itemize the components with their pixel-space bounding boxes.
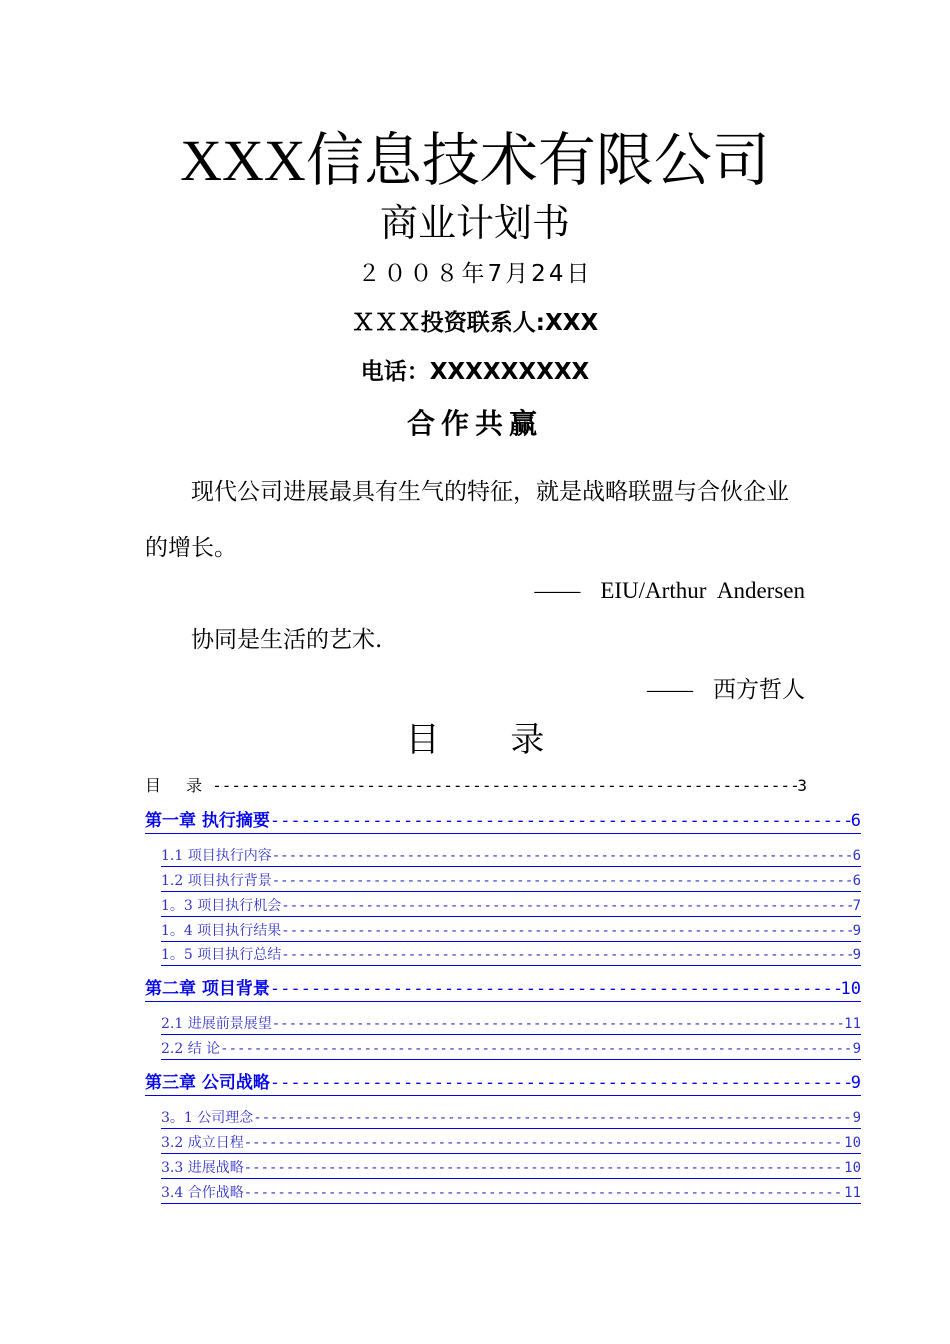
toc-section-label: 1.1 项目执行内容 bbox=[161, 848, 272, 864]
toc-section-1-3[interactable] bbox=[161, 896, 861, 917]
toc-chapter-2[interactable] bbox=[145, 977, 861, 1002]
toc-leader bbox=[253, 1108, 852, 1128]
toc-leader bbox=[281, 945, 852, 965]
toc-section-page: 10 bbox=[844, 1135, 861, 1151]
toc-leader bbox=[244, 1158, 844, 1178]
toc-chapter-page: 6 bbox=[850, 811, 861, 831]
quote-text-1: 现代公司进展最具有生气的特征，就是战略联盟与合伙企业的增长。 bbox=[145, 479, 789, 561]
toc-chapter-label: 第一章 执行摘要 bbox=[145, 811, 270, 831]
quote-attribution-2 bbox=[647, 672, 805, 708]
toc-section-page: 6 bbox=[852, 873, 861, 889]
toc-leader bbox=[244, 1133, 844, 1153]
toc-leader bbox=[272, 1014, 844, 1034]
attribution-dash: —— bbox=[647, 677, 693, 702]
toc-section-3-2[interactable] bbox=[161, 1133, 861, 1154]
investment-contact: ＸＸＸ投资联系人:XXX bbox=[351, 310, 599, 336]
toc-section-label: 2.2 结 论 bbox=[161, 1041, 221, 1057]
toc-section-page: 10 bbox=[844, 1160, 861, 1176]
toc-leader bbox=[220, 1039, 852, 1059]
toc-chapter-label: 第二章 项目背景 bbox=[145, 979, 270, 999]
toc-section-label: 1。5 项目执行总结 bbox=[161, 947, 282, 963]
quote-text-2: 协同是生活的艺术. bbox=[191, 627, 383, 653]
toc-entry-page: 3 bbox=[797, 776, 807, 795]
toc-section-1-2[interactable] bbox=[161, 871, 861, 892]
toc-section-page: 7 bbox=[852, 898, 861, 914]
toc-section-label: 3.4 合作战略 bbox=[161, 1185, 244, 1201]
toc-section-3-4[interactable] bbox=[161, 1183, 861, 1204]
company-title: XXX信息技术有限公司 bbox=[180, 128, 770, 193]
toc-section-1-5[interactable] bbox=[161, 945, 861, 966]
motto: 合作共赢 bbox=[406, 407, 543, 440]
toc-section-page: 11 bbox=[844, 1016, 861, 1032]
toc-section-label: 3.2 成立日程 bbox=[161, 1135, 244, 1151]
toc-section-2-2[interactable] bbox=[161, 1039, 861, 1060]
toc-section-page: 11 bbox=[844, 1185, 861, 1201]
toc-section-label: 3.3 进展战略 bbox=[161, 1160, 244, 1176]
toc-heading: 目 录 bbox=[405, 720, 575, 760]
quote-author-1: EIU/Arthur Andersen bbox=[600, 578, 805, 603]
toc-section-page: 9 bbox=[852, 947, 861, 963]
toc-section-3-3[interactable] bbox=[161, 1158, 861, 1179]
toc-leader bbox=[244, 1183, 844, 1203]
toc-section-1-1[interactable] bbox=[161, 846, 861, 867]
quote-attribution-1 bbox=[534, 573, 805, 609]
toc-section-label: 1。3 项目执行机会 bbox=[161, 898, 282, 914]
toc-leader bbox=[212, 775, 797, 797]
toc-leader bbox=[270, 977, 841, 1001]
toc-section-page: 9 bbox=[852, 1041, 861, 1057]
toc-leader bbox=[272, 871, 853, 891]
quote-author-2: 西方哲人 bbox=[713, 677, 805, 702]
toc-leader bbox=[281, 896, 852, 916]
toc-chapter-3[interactable] bbox=[145, 1071, 861, 1096]
toc-chapter-1[interactable] bbox=[145, 809, 861, 834]
toc-section-1-4[interactable] bbox=[161, 921, 861, 942]
toc-section-label: 1.2 项目执行背景 bbox=[161, 873, 272, 889]
toc-section-page: 6 bbox=[852, 848, 861, 864]
document-type: 商业计划书 bbox=[379, 201, 570, 245]
toc-leader bbox=[281, 921, 852, 941]
toc-section-label: 1。4 项目执行结果 bbox=[161, 923, 282, 939]
toc-entry-contents[interactable] bbox=[145, 775, 807, 797]
contact-phone: 电话：XXXXXXXXX bbox=[360, 359, 590, 385]
document-date: ２００８年7月24日 bbox=[357, 261, 593, 287]
attribution-dash: —— bbox=[534, 578, 581, 603]
toc-chapter-page: 10 bbox=[840, 979, 861, 999]
toc-section-3-1[interactable] bbox=[161, 1108, 861, 1129]
toc-section-page: 9 bbox=[852, 1110, 861, 1126]
toc-leader bbox=[272, 846, 853, 866]
toc-chapter-label: 第三章 公司战略 bbox=[145, 1073, 270, 1093]
toc-leader bbox=[270, 1071, 851, 1095]
toc-chapter-page: 9 bbox=[850, 1073, 861, 1093]
toc-leader bbox=[270, 809, 851, 833]
toc-entry-label: 目 录 bbox=[145, 776, 213, 795]
toc-section-label: 3。1 公司理念 bbox=[161, 1110, 254, 1126]
toc-section-label: 2.1 进展前景展望 bbox=[161, 1016, 272, 1032]
toc-section-2-1[interactable] bbox=[161, 1014, 861, 1035]
toc-section-page: 9 bbox=[852, 923, 861, 939]
